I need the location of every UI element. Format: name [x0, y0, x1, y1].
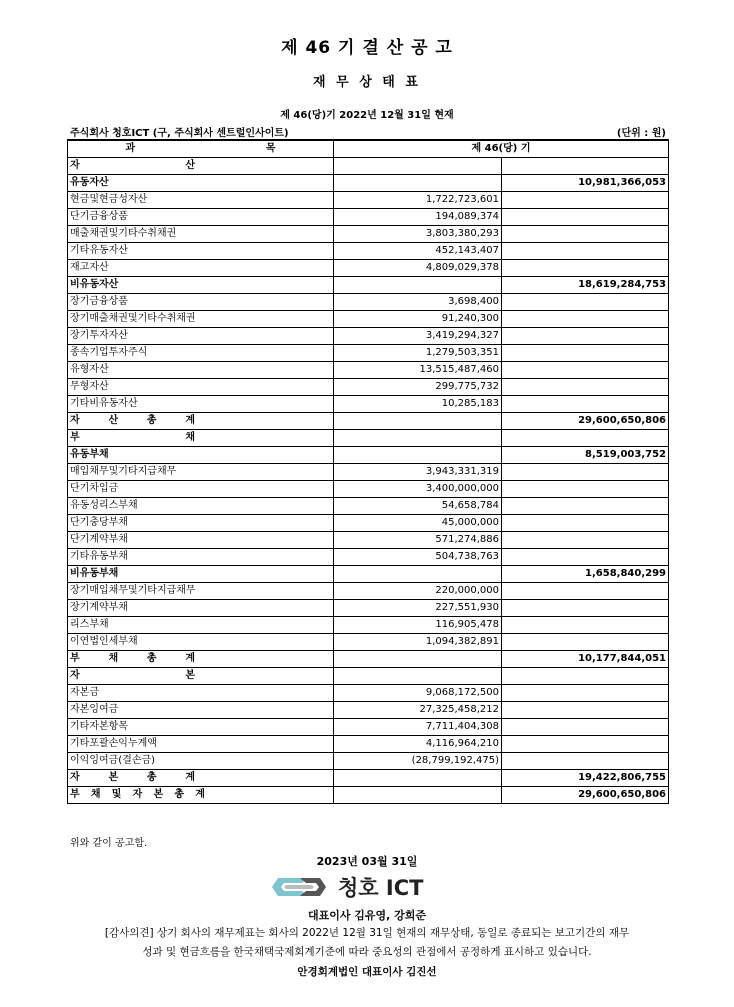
amount-subtotal — [502, 583, 669, 600]
account-label: 비유동자산 — [68, 277, 334, 294]
table-row — [68, 294, 669, 311]
account-label — [68, 413, 334, 430]
amount-subtotal — [502, 464, 669, 481]
amount-subtotal — [502, 379, 669, 396]
section-row — [68, 158, 669, 175]
table-row — [68, 549, 669, 566]
table-row — [68, 243, 669, 260]
amount-detail — [334, 566, 502, 583]
amount-subtotal — [502, 294, 669, 311]
group-row — [68, 566, 669, 583]
ceo-names: 대표이사 김유영, 강희준 — [307, 909, 427, 922]
header-account-char: 목 — [265, 143, 276, 154]
account-label-char: 채 — [185, 432, 195, 443]
amount-detail: 116,905,478 — [334, 617, 502, 634]
account-label-char: 본 — [185, 670, 195, 681]
account-label-char: 자 — [70, 160, 80, 171]
account-label-char: 부 — [70, 653, 80, 664]
account-label-char: 계 — [195, 789, 205, 800]
amount-subtotal — [502, 719, 669, 736]
account-label-char: 자 — [70, 670, 80, 681]
table-row — [68, 396, 669, 413]
account-label-char: 채 — [90, 789, 101, 800]
account-label-char: 계 — [185, 415, 195, 426]
amount-subtotal — [502, 515, 669, 532]
account-label: 기타자본항목 — [68, 719, 334, 736]
account-label-char: 채 — [108, 653, 119, 664]
table-row — [68, 515, 669, 532]
amount-subtotal: 10,177,844,051 — [502, 651, 669, 668]
account-label-char: 자 — [70, 772, 80, 783]
table-row — [68, 600, 669, 617]
amount-detail: 91,240,300 — [334, 311, 502, 328]
unit-label: (단위 : 원) — [616, 128, 666, 139]
account-label: 유동성리스부채 — [68, 498, 334, 515]
account-label: 현금및현금성자산 — [68, 192, 334, 209]
amount-subtotal — [502, 532, 669, 549]
amount-subtotal — [502, 668, 669, 685]
account-label: 기타포괄손익누계액 — [68, 736, 334, 753]
amount-detail: 1,279,503,351 — [334, 345, 502, 362]
amount-detail — [334, 770, 502, 787]
amount-detail: (28,799,192,475) — [334, 753, 502, 770]
header-account — [68, 140, 334, 158]
amount-subtotal — [502, 600, 669, 617]
account-label: 장기매출채권및기타수취채권 — [68, 311, 334, 328]
account-label — [68, 787, 334, 804]
table-row — [68, 719, 669, 736]
section-row — [68, 430, 669, 447]
table-row — [68, 345, 669, 362]
table-row — [68, 753, 669, 770]
account-label-char: 부 — [70, 789, 80, 800]
account-label: 단기충당부채 — [68, 515, 334, 532]
account-label — [68, 770, 334, 787]
account-label: 유동부채 — [68, 447, 334, 464]
account-label: 장기계약부채 — [68, 600, 334, 617]
amount-subtotal: 18,619,284,753 — [502, 277, 669, 294]
amount-detail — [334, 413, 502, 430]
amount-detail: 4,809,029,378 — [334, 260, 502, 277]
company-name: 주식회사 청호ICT (구, 주식회사 센트럴인사이트) — [70, 128, 289, 139]
amount-subtotal: 1,658,840,299 — [502, 566, 669, 583]
amount-detail — [334, 787, 502, 804]
amount-subtotal: 19,422,806,755 — [502, 770, 669, 787]
amount-subtotal: 10,981,366,053 — [502, 175, 669, 192]
statement-period: 제 46(당)기 2022년 12월 31일 현재 — [280, 110, 454, 121]
group-row — [68, 277, 669, 294]
amount-detail: 1,094,382,891 — [334, 634, 502, 651]
amount-detail — [334, 277, 502, 294]
closing-note: 위와 같이 공고함. — [70, 838, 148, 849]
account-label: 재고자산 — [68, 260, 334, 277]
account-label: 단기금융상품 — [68, 209, 334, 226]
notice-date: 2023년 03월 31일 — [316, 855, 418, 868]
company-logo — [272, 874, 452, 900]
amount-detail: 3,419,294,327 — [334, 328, 502, 345]
amount-detail — [334, 175, 502, 192]
amount-detail: 3,803,380,293 — [334, 226, 502, 243]
header-period: 제 46(당) 기 — [334, 140, 669, 158]
table-row — [68, 311, 669, 328]
amount-detail: 10,285,183 — [334, 396, 502, 413]
account-label-char: 총 — [174, 789, 185, 800]
table-row — [68, 379, 669, 396]
amount-subtotal: 29,600,650,806 — [502, 413, 669, 430]
table-row — [68, 617, 669, 634]
amount-detail — [334, 158, 502, 175]
total-row — [68, 413, 669, 430]
account-label: 단기차입금 — [68, 481, 334, 498]
account-label-char: 산 — [108, 415, 119, 426]
amount-subtotal — [502, 736, 669, 753]
account-label: 무형자산 — [68, 379, 334, 396]
table-row — [68, 260, 669, 277]
account-label: 유형자산 — [68, 362, 334, 379]
account-label: 매출채권및기타수취채권 — [68, 226, 334, 243]
amount-detail: 452,143,407 — [334, 243, 502, 260]
amount-detail: 4,116,964,210 — [334, 736, 502, 753]
notice-title: 제 46 기 결 산 공 고 — [281, 38, 453, 58]
account-label: 자본금 — [68, 685, 334, 702]
amount-detail: 54,658,784 — [334, 498, 502, 515]
table-row — [68, 192, 669, 209]
logo-text: 청호 ICT — [338, 876, 424, 900]
account-label — [68, 668, 334, 685]
audit-opinion-line-1: [감사의견] 상기 회사의 재무제표는 회사의 2022년 12월 31일 현재의 재무상태, 동일로 종료되는 보고기간의 재무 — [104, 927, 630, 939]
statement-title: 재 무 상 태 표 — [313, 75, 421, 90]
account-label: 유동자산 — [68, 175, 334, 192]
group-row — [68, 447, 669, 464]
amount-subtotal — [502, 226, 669, 243]
amount-detail: 227,551,930 — [334, 600, 502, 617]
amount-subtotal — [502, 158, 669, 175]
table-row — [68, 362, 669, 379]
account-label-char: 총 — [146, 415, 157, 426]
amount-subtotal — [502, 685, 669, 702]
table-row — [68, 464, 669, 481]
amount-detail: 45,000,000 — [334, 515, 502, 532]
account-label: 장기매입채무및기타지급채무 — [68, 583, 334, 600]
account-label — [68, 651, 334, 668]
amount-detail — [334, 447, 502, 464]
amount-detail: 9,068,172,500 — [334, 685, 502, 702]
amount-detail: 3,943,331,319 — [334, 464, 502, 481]
account-label-char: 자 — [132, 789, 143, 800]
account-label-char: 부 — [70, 432, 80, 443]
amount-detail: 299,775,732 — [334, 379, 502, 396]
logo-mark-icon — [272, 878, 326, 896]
account-label: 단기계약부채 — [68, 532, 334, 549]
amount-detail: 3,400,000,000 — [334, 481, 502, 498]
amount-subtotal — [502, 260, 669, 277]
account-label: 장기금융상품 — [68, 294, 334, 311]
account-label: 매입채무및기타지급채무 — [68, 464, 334, 481]
amount-subtotal — [502, 396, 669, 413]
amount-subtotal — [502, 192, 669, 209]
amount-subtotal — [502, 498, 669, 515]
amount-subtotal — [502, 702, 669, 719]
account-label: 리스부채 — [68, 617, 334, 634]
table-row — [68, 583, 669, 600]
table-row — [68, 328, 669, 345]
table-row — [68, 736, 669, 753]
amount-detail: 504,738,763 — [334, 549, 502, 566]
amount-subtotal — [502, 311, 669, 328]
amount-detail: 27,325,458,212 — [334, 702, 502, 719]
account-label — [68, 158, 334, 175]
grand-row — [68, 787, 669, 804]
account-label-char: 산 — [185, 160, 195, 171]
amount-subtotal — [502, 753, 669, 770]
account-label-char: 계 — [185, 653, 195, 664]
amount-subtotal — [502, 549, 669, 566]
amount-detail — [334, 651, 502, 668]
table-row — [68, 702, 669, 719]
account-label: 장기투자자산 — [68, 328, 334, 345]
account-label-char: 계 — [185, 772, 195, 783]
amount-detail: 7,711,404,308 — [334, 719, 502, 736]
table-body — [68, 158, 669, 804]
account-label: 이익잉여금(결손금) — [68, 753, 334, 770]
auditor-name: 안경회계법인 대표이사 김진선 — [297, 966, 437, 978]
account-label: 기타비유동자산 — [68, 396, 334, 413]
account-label: 이연법인세부채 — [68, 634, 334, 651]
amount-detail: 13,515,487,460 — [334, 362, 502, 379]
amount-subtotal — [502, 209, 669, 226]
total-row — [68, 770, 669, 787]
table-row — [68, 209, 669, 226]
account-label-char: 본 — [108, 772, 119, 783]
table-row — [68, 685, 669, 702]
table-row — [68, 634, 669, 651]
account-label-char: 자 — [70, 415, 80, 426]
account-label: 종속기업투자주식 — [68, 345, 334, 362]
amount-subtotal — [502, 617, 669, 634]
account-label-char: 및 — [111, 789, 122, 800]
group-row — [68, 175, 669, 192]
account-label: 자본잉여금 — [68, 702, 334, 719]
amount-detail: 220,000,000 — [334, 583, 502, 600]
balance-sheet-table — [67, 139, 669, 804]
amount-subtotal — [502, 481, 669, 498]
amount-detail: 571,274,886 — [334, 532, 502, 549]
table-row — [68, 481, 669, 498]
amount-subtotal: 8,519,003,752 — [502, 447, 669, 464]
amount-detail: 3,698,400 — [334, 294, 502, 311]
amount-subtotal — [502, 362, 669, 379]
account-label-char: 총 — [146, 653, 157, 664]
account-label — [68, 430, 334, 447]
account-label-char: 본 — [153, 789, 164, 800]
account-label: 비유동부채 — [68, 566, 334, 583]
amount-detail — [334, 668, 502, 685]
table-row — [68, 226, 669, 243]
total-row — [68, 651, 669, 668]
amount-subtotal — [502, 634, 669, 651]
amount-subtotal — [502, 430, 669, 447]
amount-detail: 1,722,723,601 — [334, 192, 502, 209]
amount-detail: 194,089,374 — [334, 209, 502, 226]
table-header-row — [68, 140, 669, 158]
amount-subtotal — [502, 328, 669, 345]
header-account-char: 과 — [125, 143, 136, 154]
table-row — [68, 498, 669, 515]
amount-detail — [334, 430, 502, 447]
audit-opinion-line-2: 성과 및 현금흐름을 한국채택국제회계기준에 따라 중요성의 관점에서 공정하게 표시하고 있습니다. — [142, 946, 592, 958]
amount-subtotal — [502, 243, 669, 260]
table-row — [68, 532, 669, 549]
account-label: 기타유동부채 — [68, 549, 334, 566]
account-label: 기타유동자산 — [68, 243, 334, 260]
account-label-char: 총 — [146, 772, 157, 783]
amount-subtotal: 29,600,650,806 — [502, 787, 669, 804]
amount-subtotal — [502, 345, 669, 362]
section-row — [68, 668, 669, 685]
